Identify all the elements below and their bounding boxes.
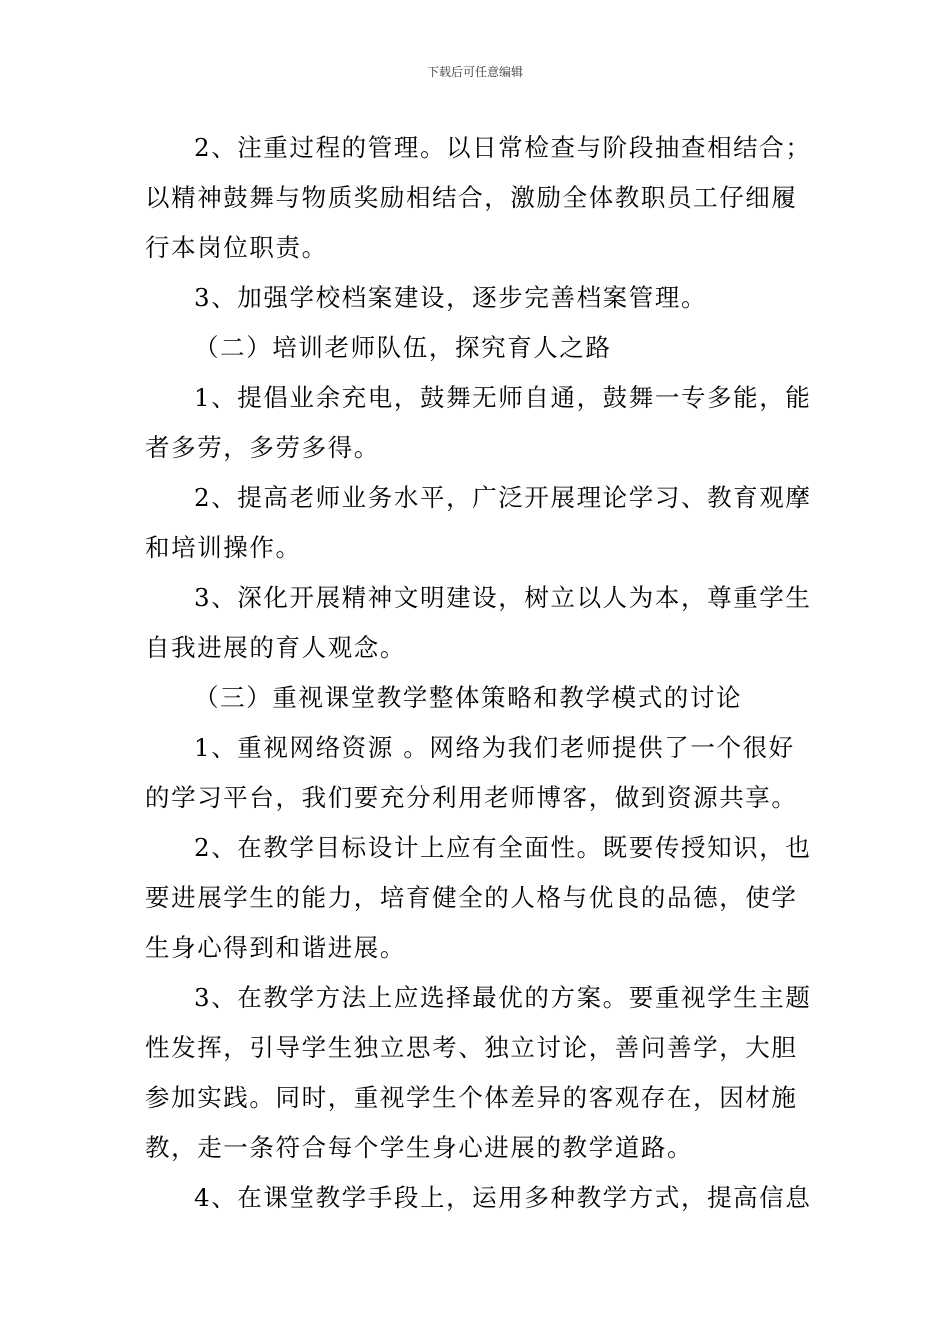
text-line: 3、在教学方法上应选择最优的方案。要重视学生主题 xyxy=(194,983,812,1012)
text-line: 以精神鼓舞与物质奖励相结合，激励全体教职员工仔细履 xyxy=(145,183,798,212)
text-line: 生身心得到和谐进展。 xyxy=(145,933,406,962)
text-line: 和培训操作。 xyxy=(145,533,302,562)
text-line: 参加实践。同时，重视学生个体差异的客观存在，因材施 xyxy=(145,1083,798,1112)
text-line: 教，走一条符合每个学生身心进展的教学道路。 xyxy=(145,1133,694,1162)
text-line: 的学习平台，我们要充分利用老师博客，做到资源共享。 xyxy=(145,783,798,812)
text-line: 2、在教学目标设计上应有全面性。既要传授知识，也 xyxy=(194,833,812,862)
text-line: 行本岗位职责。 xyxy=(145,233,328,262)
text-line: 2、注重过程的管理。以日常检查与阶段抽查相结合； xyxy=(194,133,812,162)
section-heading: （二）培训老师队伍，探究育人之路 xyxy=(194,333,612,362)
text-line: 性发挥，引导学生独立思考、独立讨论，善问善学，大胆 xyxy=(145,1033,798,1062)
page-header: 下载后可任意编辑 xyxy=(426,65,523,79)
section-heading: （三）重视课堂教学整体策略和教学模式的讨论 xyxy=(194,683,743,712)
text-line: 要进展学生的能力，培育健全的人格与优良的品德，使学 xyxy=(145,883,798,912)
text-line: 者多劳，多劳多得。 xyxy=(145,433,380,462)
text-line: 3、深化开展精神文明建设，树立以人为本，尊重学生 xyxy=(194,583,812,612)
text-line: 3、加强学校档案建设，逐步完善档案管理。 xyxy=(194,283,708,312)
text-line: 4、在课堂教学手段上，运用多种教学方式，提高信息 xyxy=(194,1183,812,1212)
text-line: 1、重视网络资源 。网络为我们老师提供了一个很好 xyxy=(194,733,795,762)
text-line: 自我进展的育人观念。 xyxy=(145,633,406,662)
text-line: 1、提倡业余充电，鼓舞无师自通，鼓舞一专多能，能 xyxy=(194,383,812,412)
text-line: 2、提高老师业务水平，广泛开展理论学习、教育观摩 xyxy=(194,483,812,512)
